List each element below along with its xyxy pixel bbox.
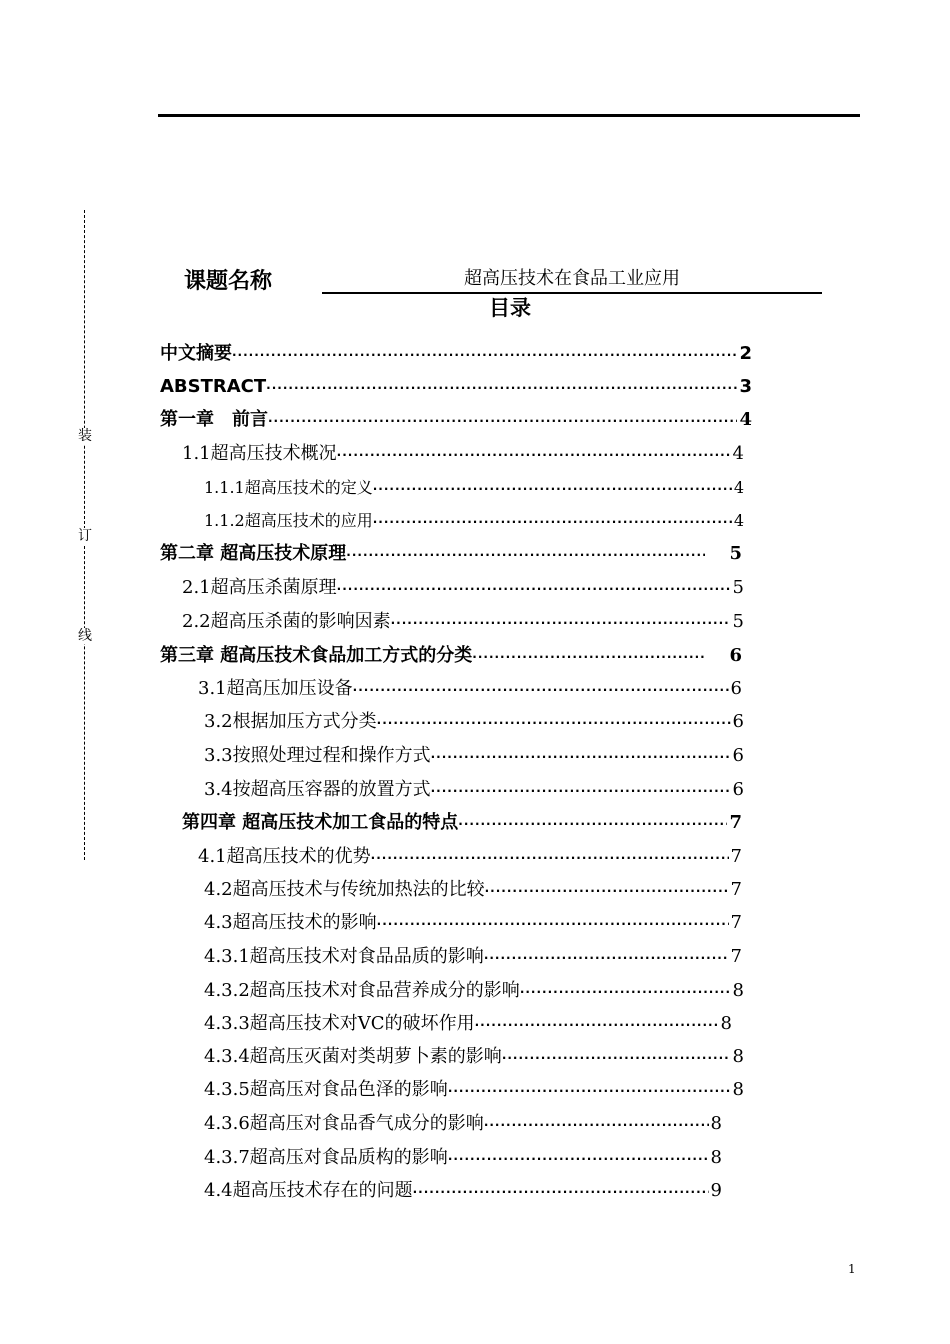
toc-leader [377, 912, 729, 936]
toc-entry[interactable] [160, 408, 752, 432]
toc-entry[interactable] [204, 1179, 722, 1203]
topic-value: 超高压技术在食品工业应用 [322, 264, 822, 294]
toc-entry-title: 第四章 超高压技术加工食品的特点 [182, 812, 459, 833]
toc-entry-title: 4.3.2超高压技术对食品营养成分的影响 [204, 980, 520, 1001]
toc-leader [472, 645, 705, 669]
toc-leader [232, 343, 737, 367]
toc-leader [431, 745, 731, 769]
toc-entry[interactable] [204, 1112, 722, 1136]
toc-entry-title: 4.3.4超高压灭菌对类胡萝卜素的影响 [204, 1046, 502, 1067]
toc-entry-title: 第二章 超高压技术原理 [160, 543, 347, 564]
toc-entry-title: 4.3.7超高压对食品质构的影响 [204, 1147, 448, 1168]
toc-leader [484, 946, 729, 970]
toc-entry[interactable] [160, 375, 752, 399]
toc-entry[interactable] [160, 542, 742, 566]
toc-entry[interactable] [204, 979, 744, 1003]
toc-entry-page: 8 [732, 1079, 744, 1100]
toc-leader [413, 1180, 709, 1204]
toc-leader [485, 879, 729, 903]
toc-entry-title: ABSTRACT [160, 376, 267, 397]
toc-entry-page: 6 [730, 678, 742, 699]
toc-entry-title: 3.1超高压加压设备 [198, 678, 353, 699]
toc-leader [373, 477, 732, 501]
toc-leader [458, 812, 727, 836]
toc-leader [371, 846, 729, 870]
toc-leader [502, 1046, 731, 1070]
topic-label: 课题名称 [184, 269, 273, 294]
toc-entry-title: 4.1超高压技术的优势 [198, 846, 371, 867]
toc-leader [484, 1113, 709, 1137]
toc-leader [448, 1147, 709, 1171]
toc-entry-page: 6 [729, 645, 742, 666]
toc-entry-page: 6 [732, 711, 744, 732]
toc-entry[interactable] [160, 342, 752, 366]
toc-entry[interactable] [182, 576, 744, 600]
toc-entry[interactable] [198, 845, 742, 869]
toc-entry[interactable] [204, 778, 744, 802]
toc-entry-page: 7 [730, 846, 742, 867]
toc-entry-title: 2.2超高压杀菌的影响因素 [182, 611, 391, 632]
toc-entry-title: 4.2超高压技术与传统加热法的比较 [204, 879, 485, 900]
toc-entry-page: 8 [720, 1013, 732, 1034]
toc-leader [337, 443, 731, 467]
toc-entry-title: 4.3.5超高压对食品色泽的影响 [204, 1079, 448, 1100]
toc-entry[interactable] [198, 677, 742, 701]
binding-char-ding: 订 [78, 528, 92, 544]
toc-entry-title: 第三章 超高压技术食品加工方式的分类 [160, 645, 473, 666]
toc-heading: 目录 [489, 296, 531, 320]
toc-entry-page: 6 [732, 745, 744, 766]
toc-entry-page: 4 [733, 478, 744, 497]
toc-entry[interactable] [182, 811, 742, 835]
toc-entry-page: 7 [730, 946, 742, 967]
page-number: 1 [848, 1262, 856, 1276]
toc-entry-page: 4 [733, 511, 744, 530]
toc-entry[interactable] [204, 878, 742, 902]
toc-leader [377, 711, 731, 735]
toc-entry-title: 第一章 前言 [160, 409, 268, 430]
header-rule [158, 114, 860, 117]
toc-entry[interactable] [182, 442, 744, 466]
toc-entry-title: 1.1.2超高压技术的应用 [204, 511, 373, 530]
toc-entry[interactable] [204, 1012, 732, 1036]
toc-entry-title: 2.1超高压杀菌原理 [182, 577, 337, 598]
toc-entry[interactable] [204, 710, 744, 734]
toc-entry[interactable] [160, 644, 742, 668]
toc-entry-page: 7 [730, 912, 742, 933]
toc-entry-title: 3.3按照处理过程和操作方式 [204, 745, 431, 766]
toc-entry[interactable] [182, 610, 744, 634]
toc-entry-page: 9 [710, 1180, 722, 1201]
toc-entry-title: 1.1.1超高压技术的定义 [204, 478, 373, 497]
toc-leader [337, 577, 731, 601]
toc-leader [475, 1013, 719, 1037]
toc-entry-page: 4 [732, 443, 744, 464]
toc-leader [431, 779, 731, 803]
toc-entry-title: 1.1超高压技术概况 [182, 443, 337, 464]
toc-entry-page: 5 [729, 543, 742, 564]
toc-entry-title: 4.3.1超高压技术对食品品质的影响 [204, 946, 484, 967]
toc-entry[interactable] [204, 476, 744, 500]
toc-leader [346, 543, 705, 567]
toc-entry[interactable] [204, 509, 744, 533]
toc-entry-page: 2 [739, 343, 752, 364]
binding-char-zhuang: 装 [78, 428, 92, 444]
toc-entry[interactable] [204, 911, 742, 935]
toc-entry-page: 8 [710, 1147, 722, 1168]
toc-entry[interactable] [204, 1146, 722, 1170]
toc-leader [391, 611, 731, 635]
toc-entry-title: 中文摘要 [160, 343, 232, 364]
toc-entry-page: 8 [710, 1113, 722, 1134]
toc-entry-page: 3 [739, 376, 752, 397]
toc-entry-page: 6 [732, 779, 744, 800]
toc-entry-page: 8 [732, 980, 744, 1001]
toc-entry-title: 3.4按超高压容器的放置方式 [204, 779, 431, 800]
toc-entry-page: 8 [732, 1046, 744, 1067]
toc-entry[interactable] [204, 1078, 744, 1102]
toc-entry[interactable] [204, 744, 744, 768]
toc-entry-page: 4 [739, 409, 752, 430]
toc-leader [373, 510, 732, 534]
toc-entry-page: 5 [732, 611, 744, 632]
toc-leader [353, 678, 729, 702]
toc-entry-page: 7 [730, 879, 742, 900]
binding-char-xian: 线 [78, 628, 92, 644]
toc-leader [266, 376, 737, 400]
toc-entry-page: 5 [732, 577, 744, 598]
toc-entry-title: 3.2根据加压方式分类 [204, 711, 377, 732]
toc-entry-title: 4.3.6超高压对食品香气成分的影响 [204, 1113, 484, 1134]
toc-leader [268, 409, 737, 433]
toc-entry-page: 7 [729, 812, 742, 833]
toc-entry-title: 4.3.3超高压技术对VC的破坏作用 [204, 1013, 475, 1034]
toc-entry[interactable] [204, 1045, 744, 1069]
toc-entry-title: 4.4超高压技术存在的问题 [204, 1180, 413, 1201]
toc-leader [448, 1079, 731, 1103]
toc-entry[interactable] [204, 945, 742, 969]
toc-leader [520, 980, 731, 1004]
toc-entry-title: 4.3超高压技术的影响 [204, 912, 377, 933]
